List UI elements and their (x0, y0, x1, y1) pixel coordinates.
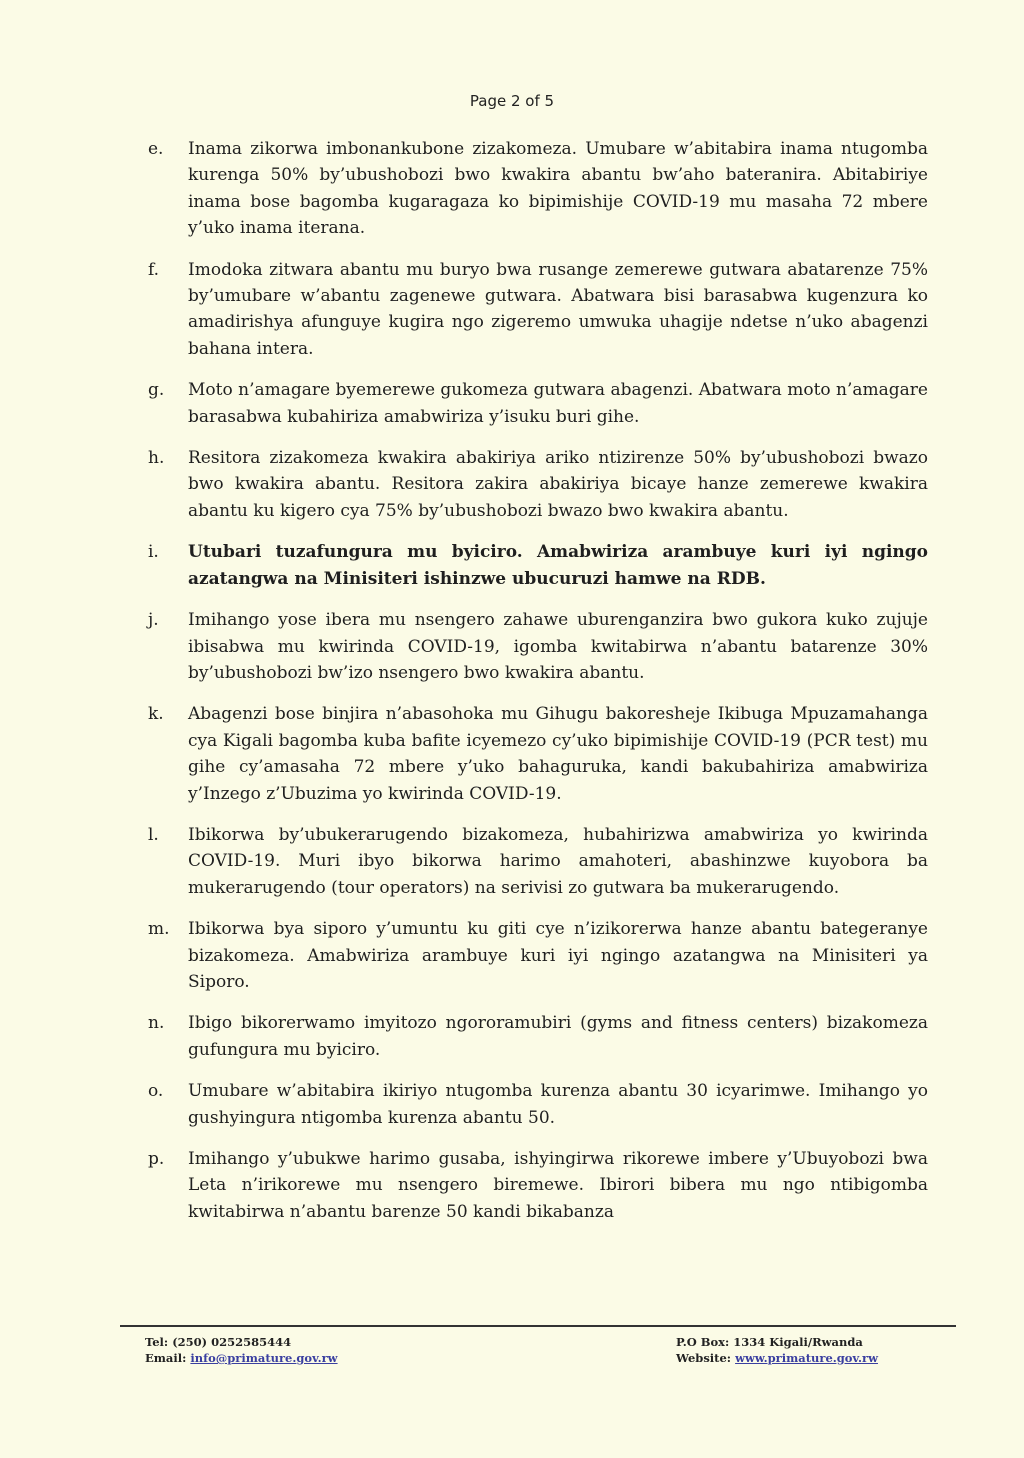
email-link[interactable]: info@primature.gov.rw (190, 1351, 338, 1365)
footer-website (676, 1350, 878, 1366)
list-item-o (148, 1078, 928, 1131)
item-text: Imodoka zitwara abantu mu buryo bwa rusange zemerewe gutwara abatarenze 75% by’umubare w’abantu zagenewe gutwara. Abatwara bisi barasabwa kugenzura ko amadirishya afunguye kugira ngo zigeremo umwuka uhagije ndetse n’uko abagenzi bahana intera. (188, 259, 928, 359)
item-text: Ibikorwa bya siporo y’umuntu ku giti cye n’izikorerwa hanze abantu bategeranye bizakomeza. Amabwiriza arambuye kuri iyi ngingo azatangwa na Minisiteri ya Siporo. (188, 919, 928, 992)
tel-label: Tel: (145, 1335, 169, 1349)
list-item-e (148, 136, 928, 242)
item-text: Umubare w’abitabira ikiriyo ntugomba kurenza abantu 30 icyarimwe. Imihango yo gushyingura ntigomba kurenza abantu 50. (188, 1081, 928, 1128)
footer-po-box (676, 1334, 878, 1350)
item-marker: k. (148, 704, 164, 725)
footer-address (676, 1334, 878, 1366)
list-item-m (148, 916, 928, 995)
list-item-j (148, 607, 928, 686)
footer-email (145, 1350, 338, 1366)
item-marker: f. (148, 259, 160, 280)
list-item-g (148, 377, 928, 430)
item-text: Moto n’amagare byemerewe gukomeza gutwara abagenzi. Abatwara moto n’amagare barasabwa kubahiriza amabwiriza y’isuku buri gihe. (188, 380, 928, 427)
list-item-k (148, 701, 928, 807)
item-marker: g. (148, 380, 165, 401)
item-text: Imihango y’ubukwe harimo gusaba, ishyingirwa rikorewe imbere y’Ubuyobozi bwa Leta n’irikorewe mu nsengero biremewe. Ibirori bibera mu ngo ntibigomba kwitabirwa n’abantu barenze 50 kandi bikabanza (188, 1149, 928, 1222)
item-marker: m. (148, 919, 170, 940)
po-label: P.O Box: (676, 1335, 730, 1349)
item-marker: p. (148, 1149, 165, 1169)
item-marker: n. (148, 1013, 165, 1034)
page-number: Page 2 of 5 (469, 92, 555, 110)
footer-tel (145, 1334, 338, 1350)
item-text: Ibikorwa by’ubukerarugendo bizakomeza, hubahirizwa amabwiriza yo kwirinda COVID-19. Muri ibyo bikorwa harimo amahoteri, abashinzwe kuyobora ba mukerarugendo (tour operators) na serivisi zo gutwara ba mukerarugendo. (188, 824, 928, 898)
website-label: Website: (676, 1351, 732, 1365)
list-item-f (148, 257, 928, 363)
item-text: Inama zikorwa imbonankubone zizakomeza. Umubare w’abitabira inama ntugomba kurenga 50% by’ubushobozi bwo kwakira abantu bw’aho bateranira. Abitabiriye inama bose bagomba kugaragaza ko bipimishije COVID-19 mu masaha 72 mbere y’uko inama iterana. (188, 139, 928, 239)
list-item-p (148, 1146, 928, 1225)
item-marker: j. (148, 610, 159, 631)
item-text-bold: Utubari tuzafungura mu byiciro. Amabwiriza arambuye kuri iyi ngingo azatangwa na Minisiteri ishinzwe ubucuruzi hamwe na RDB. (188, 542, 928, 589)
item-marker: l. (148, 824, 159, 845)
website-link[interactable]: www.primature.gov.rw (735, 1351, 878, 1365)
list-item-i (148, 539, 928, 592)
list-item-l (148, 822, 928, 901)
item-text: Abagenzi bose binjira n’abasohoka mu Gihugu bakoresheje Ikibuga Mpuzamahanga cya Kigali bagomba kuba bafite icyemezo cy’uko bipimishije COVID-19 (PCR test) mu gihe cy’amasaha 72 mbere y’uko bahaguruka, kandi bakubahiriza amabwiriza y’Inzego z’Ubuzima yo kwirinda COVID-19. (188, 704, 928, 804)
item-marker: o. (148, 1081, 164, 1102)
list-item-h (148, 445, 928, 524)
item-marker: e. (148, 139, 164, 159)
item-text: Imihango yose ibera mu nsengero zahawe uburenganzira bwo gukora kuko zujuje ibisabwa mu kwirinda COVID-19, igomba kwitabirwa n’abantu batarenze 30% by’ubushobozi bw’izo nsengero bwo kwakira abantu. (188, 610, 928, 683)
item-marker: i. (148, 542, 159, 563)
footer-divider (120, 1325, 956, 1327)
item-marker: h. (148, 448, 165, 469)
footer-contact (145, 1334, 338, 1366)
email-label: Email: (145, 1351, 187, 1365)
po-value: 1334 Kigali/Rwanda (733, 1335, 863, 1349)
tel-value: (250) 0252585444 (172, 1335, 292, 1349)
regulations-list (148, 136, 928, 1240)
list-item-n (148, 1010, 928, 1063)
item-text: Ibigo bikorerwamo imyitozo ngororamubiri (gyms and fitness centers) bizakomeza gufungura mu byiciro. (188, 1013, 928, 1060)
item-text: Resitora zizakomeza kwakira abakiriya ariko ntizirenze 50% by’ubushobozi bwazo bwo kwakira abantu. Resitora zakira abakiriya bicaye hanze zemerewe kwakira abantu ku kigero cya 75% by’ubushobozi bwazo bwo kwakira abantu. (188, 448, 928, 521)
